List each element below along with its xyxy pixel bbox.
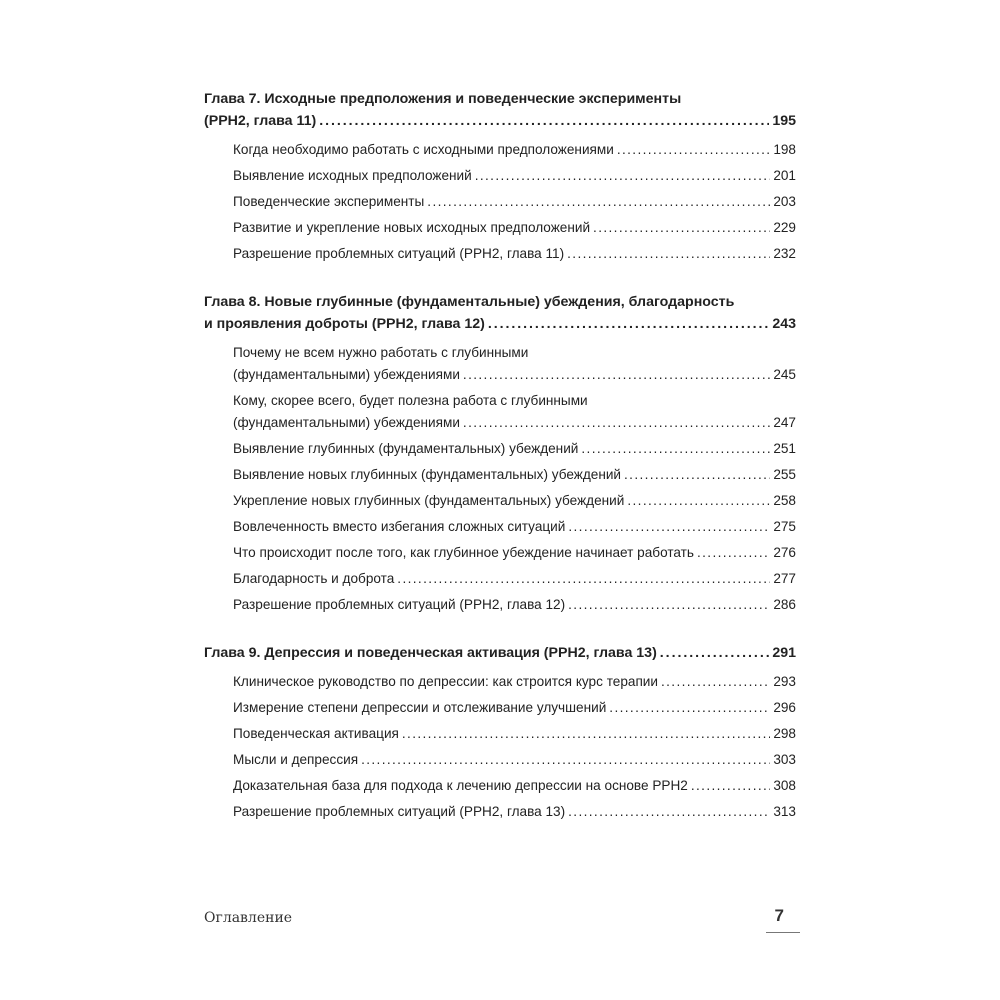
chapter-title: Глава 9. Депрессия и поведенческая активация (РРН2, глава 13) (204, 645, 657, 661)
entry-title: Разрешение проблемных ситуаций (РРН2, глава 11) (233, 246, 565, 261)
entry-page-number: 276 (773, 545, 796, 560)
toc-entry[interactable] (233, 390, 796, 434)
chapter-title-row[interactable] (204, 642, 796, 664)
entry-page-number: 286 (773, 597, 796, 612)
entry-title: Укрепление новых глубинных (фундаментальных) убеждений (233, 493, 625, 508)
toc-entry[interactable] (233, 749, 796, 771)
section-list (204, 671, 796, 823)
dot-leader (593, 217, 770, 239)
entry-page-number: 198 (773, 142, 796, 157)
entry-page-number: 303 (773, 752, 796, 767)
entry-page-number: 203 (773, 194, 796, 209)
entry-title: Благодарность и доброта (233, 571, 395, 586)
entry-page-number: 313 (773, 804, 796, 819)
toc-entry[interactable] (233, 438, 796, 460)
entry-page-number: 232 (773, 246, 796, 261)
dot-leader (463, 364, 770, 386)
toc-entry[interactable] (233, 139, 796, 161)
toc-entry[interactable] (233, 671, 796, 693)
chapter-8 (204, 291, 796, 616)
chapter-7 (204, 88, 796, 265)
chapter-title: Глава 7. Исходные предположения и поведенческие эксперименты (204, 91, 682, 107)
toc-entry[interactable] (233, 801, 796, 823)
entry-page-number: 298 (773, 726, 796, 741)
entry-title: (фундаментальными) убеждениями (233, 415, 460, 430)
chapter-9 (204, 642, 796, 823)
toc-entry[interactable] (233, 464, 796, 486)
toc-entry[interactable] (233, 723, 796, 745)
entry-title: Измерение степени депрессии и отслеживание улучшений (233, 700, 607, 715)
dot-leader (567, 243, 770, 265)
toc-entry[interactable] (233, 243, 796, 265)
entry-page-number: 247 (773, 415, 796, 430)
dot-leader (581, 438, 770, 460)
entry-title: Поведенческая активация (233, 726, 399, 741)
toc-entry[interactable] (233, 516, 796, 538)
entry-title: Что происходит после того, как глубинное убеждение начинает работать (233, 545, 694, 560)
entry-page-number: 277 (773, 571, 796, 586)
entry-title-first-line: Кому, скорее всего, будет полезна работа с глубинными (233, 393, 588, 408)
entry-title: Вовлеченность вместо избегания сложных ситуаций (233, 519, 566, 534)
dot-leader (697, 542, 770, 564)
chapter-title: Глава 8. Новые глубинные (фундаментальные) убеждения, благодарность (204, 294, 735, 310)
running-title: Оглавление (204, 910, 293, 926)
entry-page-number: 255 (773, 467, 796, 482)
dot-leader (568, 516, 770, 538)
chapter-title-row[interactable] (204, 110, 796, 132)
entry-title: Выявление глубинных (фундаментальных) убеждений (233, 441, 579, 456)
chapter-title-end: (РРН2, глава 11) (204, 113, 317, 129)
entry-page-number: 245 (773, 367, 796, 382)
section-list (204, 139, 796, 265)
dot-leader (397, 568, 770, 590)
toc-entry[interactable] (233, 490, 796, 512)
entry-title: Когда необходимо работать с исходными предположениями (233, 142, 614, 157)
entry-page-number: 258 (773, 493, 796, 508)
entry-title-first-line: Почему не всем нужно работать с глубинными (233, 345, 529, 360)
entry-title: Доказательная база для подхода к лечению депрессии на основе РРН2 (233, 778, 688, 793)
toc-entry[interactable] (233, 342, 796, 386)
table-of-contents (204, 88, 796, 849)
entry-title: Разрешение проблемных ситуаций (РРН2, глава 12) (233, 597, 566, 612)
dot-leader (609, 697, 770, 719)
chapter-title-end: и проявления доброты (РРН2, глава 12) (204, 316, 485, 332)
page-number: 7 (774, 906, 784, 925)
chapter-page-number: 291 (772, 645, 796, 661)
dot-leader (691, 775, 770, 797)
dot-leader (402, 723, 770, 745)
dot-leader (319, 110, 769, 132)
entry-page-number: 229 (773, 220, 796, 235)
entry-title: Выявление новых глубинных (фундаментальных) убеждений (233, 467, 622, 482)
dot-leader (627, 490, 770, 512)
entry-title: Клиническое руководство по депрессии: как строится курс терапии (233, 674, 658, 689)
toc-entry[interactable] (233, 775, 796, 797)
entry-page-number: 201 (773, 168, 796, 183)
entry-title: Развитие и укрепление новых исходных предположений (233, 220, 591, 235)
dot-leader (488, 313, 769, 335)
chapter-title-row[interactable] (204, 313, 796, 335)
section-list (204, 342, 796, 616)
dot-leader (568, 801, 770, 823)
dot-leader (361, 749, 770, 771)
toc-entry[interactable] (233, 191, 796, 213)
entry-page-number: 293 (773, 674, 796, 689)
toc-entry[interactable] (233, 542, 796, 564)
dot-leader (660, 642, 770, 664)
page-footer (204, 904, 800, 944)
dot-leader (661, 671, 770, 693)
toc-entry[interactable] (233, 594, 796, 616)
entry-page-number: 296 (773, 700, 796, 715)
toc-entry[interactable] (233, 697, 796, 719)
toc-entry[interactable] (233, 568, 796, 590)
entry-title: Мысли и депрессия (233, 752, 359, 767)
entry-title: (фундаментальными) убеждениями (233, 367, 460, 382)
dot-leader (463, 412, 770, 434)
toc-entry[interactable] (233, 165, 796, 187)
toc-entry[interactable] (233, 217, 796, 239)
entry-page-number: 275 (773, 519, 796, 534)
chapter-page-number: 243 (772, 316, 796, 332)
chapter-page-number: 195 (772, 113, 796, 129)
footer-divider (766, 932, 800, 933)
entry-title: Поведенческие эксперименты (233, 194, 425, 209)
entry-title: Разрешение проблемных ситуаций (РРН2, глава 13) (233, 804, 566, 819)
dot-leader (427, 191, 770, 213)
dot-leader (617, 139, 770, 161)
dot-leader (475, 165, 771, 187)
entry-page-number: 308 (773, 778, 796, 793)
entry-page-number: 251 (773, 441, 796, 456)
entry-title: Выявление исходных предположений (233, 168, 472, 183)
dot-leader (568, 594, 770, 616)
dot-leader (624, 464, 770, 486)
